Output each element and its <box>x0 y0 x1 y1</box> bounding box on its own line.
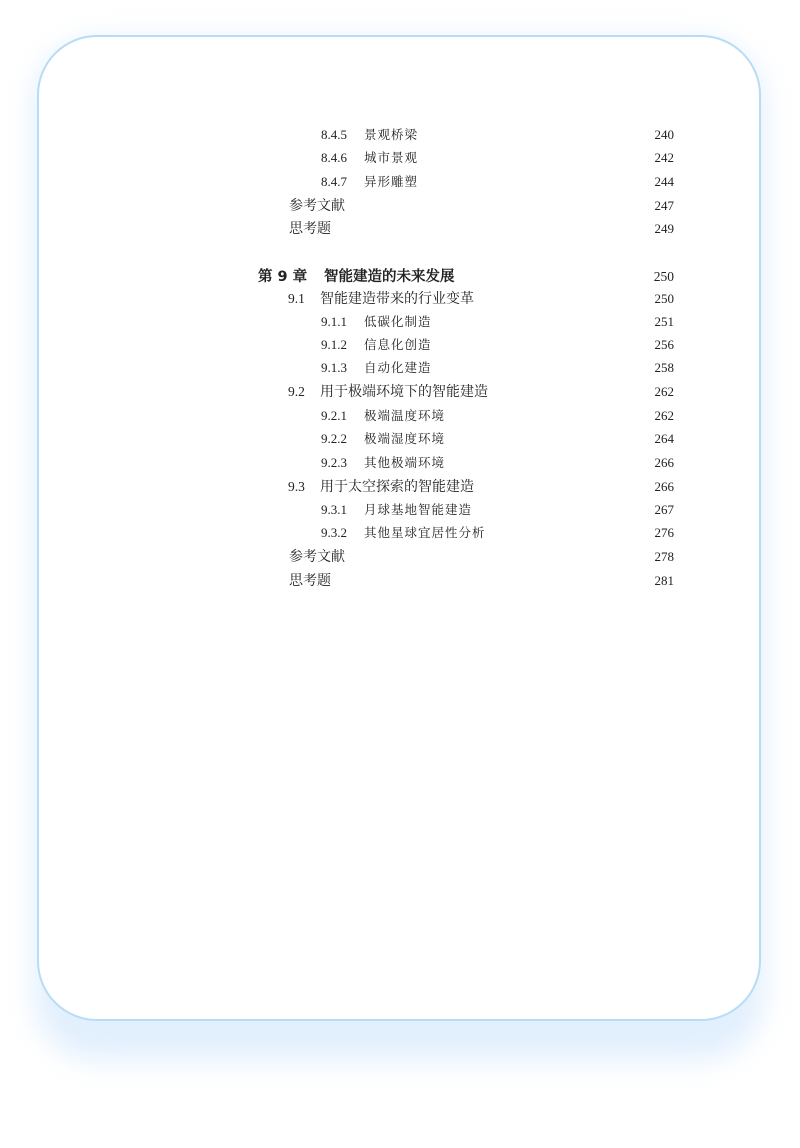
toc-entry-number: 9.2.3 <box>321 455 347 470</box>
toc-entry-title: 自动化建造 <box>364 360 432 375</box>
toc-chapter-title: 智能建造的未来发展 <box>324 269 455 285</box>
toc-entry-page: 262 <box>654 384 674 399</box>
toc-entry-title: 极端温度环境 <box>364 408 446 423</box>
toc-entry-number: 9.3.2 <box>321 525 347 540</box>
toc-entry-9-1-2[interactable] <box>0 334 800 356</box>
toc-entry-page: 240 <box>654 127 674 142</box>
toc-entry-page: 250 <box>653 269 674 284</box>
toc-entry-references-ch9[interactable] <box>0 546 800 568</box>
toc-entry-page: 267 <box>654 502 674 517</box>
toc-entry-number: 9.2.2 <box>321 431 347 446</box>
toc-entry-exercises-ch8[interactable] <box>0 218 800 240</box>
toc-entry-page: 266 <box>654 455 674 470</box>
toc-entry-page: 249 <box>654 221 674 236</box>
toc-entry-title: 低碳化制造 <box>364 314 432 329</box>
toc-entry-title: 其他星球宜居性分析 <box>364 525 486 540</box>
toc-entry-title: 其他极端环境 <box>364 455 446 470</box>
toc-entry-number: 9.3.1 <box>321 502 347 517</box>
toc-entry-8-4-7[interactable] <box>0 171 800 193</box>
toc-entry-number: 8.4.6 <box>321 150 347 165</box>
toc-entry-title: 月球基地智能建造 <box>364 502 473 517</box>
toc-entry-number: 9.2.1 <box>321 408 347 423</box>
toc-entry-page: 264 <box>654 431 674 446</box>
toc-entry-title: 景观桥梁 <box>364 127 419 142</box>
toc-entry-9-1-3[interactable] <box>0 357 800 379</box>
toc-entry-9-2[interactable] <box>0 381 800 403</box>
toc-entry-title: 极端湿度环境 <box>364 431 446 446</box>
toc-entry-9-2-1[interactable] <box>0 405 800 427</box>
toc-entry-page: 242 <box>654 150 674 165</box>
toc-entry-number: 9.2 <box>288 384 305 399</box>
toc-entry-9-3-1[interactable] <box>0 499 800 521</box>
toc-entry-page: 276 <box>654 525 674 540</box>
toc-entry-page: 250 <box>654 291 674 306</box>
toc-entry-page: 266 <box>654 479 674 494</box>
toc-entry-title: 异形雕塑 <box>364 174 419 189</box>
toc-entry-title: 用于太空探索的智能建造 <box>320 479 474 495</box>
toc-entry-references-ch8[interactable] <box>0 195 800 217</box>
toc-entry-number: 9.1.3 <box>321 360 347 375</box>
toc-entry-page: 247 <box>654 198 674 213</box>
toc-entry-title: 思考题 <box>289 221 331 237</box>
toc-entry-9-2-3[interactable] <box>0 452 800 474</box>
toc-entry-page: 256 <box>654 337 674 352</box>
toc-entry-8-4-6[interactable] <box>0 147 800 169</box>
toc-entry-title: 用于极端环境下的智能建造 <box>320 384 488 400</box>
toc-entry-number: 9.3 <box>288 479 305 494</box>
toc-entry-8-4-5[interactable] <box>0 124 800 146</box>
toc-entry-title: 参考文献 <box>289 198 345 214</box>
toc-entry-exercises-ch9[interactable] <box>0 570 800 592</box>
toc-entry-9-1-1[interactable] <box>0 311 800 333</box>
toc-entry-9-1[interactable] <box>0 288 800 310</box>
toc-entry-9-3-2[interactable] <box>0 522 800 544</box>
toc-entry-number: 9.1 <box>288 291 305 306</box>
toc-entry-title: 信息化创造 <box>364 337 432 352</box>
toc-entry-number: 9.1.2 <box>321 337 347 352</box>
toc-entry-page: 262 <box>654 408 674 423</box>
toc-entry-title: 城市景观 <box>364 150 419 165</box>
toc-entry-page: 278 <box>654 549 674 564</box>
toc-entry-9-2-2[interactable] <box>0 428 800 450</box>
toc-entry-9-3[interactable] <box>0 476 800 498</box>
toc-entry-title: 参考文献 <box>289 549 345 565</box>
toc-entry-number: 9.1.1 <box>321 314 347 329</box>
toc-entry-page: 251 <box>654 314 674 329</box>
toc-entry-page: 244 <box>654 174 674 189</box>
toc-entry-page: 258 <box>654 360 674 375</box>
toc-chapter-number: 第 9 章 <box>258 269 308 285</box>
toc-entry-title: 智能建造带来的行业变革 <box>320 291 474 307</box>
toc-entry-page: 281 <box>654 573 674 588</box>
toc-chapter-9[interactable] <box>0 266 800 288</box>
toc-entry-title: 思考题 <box>289 573 331 589</box>
toc-entry-number: 8.4.7 <box>321 174 347 189</box>
toc-entry-number: 8.4.5 <box>321 127 347 142</box>
